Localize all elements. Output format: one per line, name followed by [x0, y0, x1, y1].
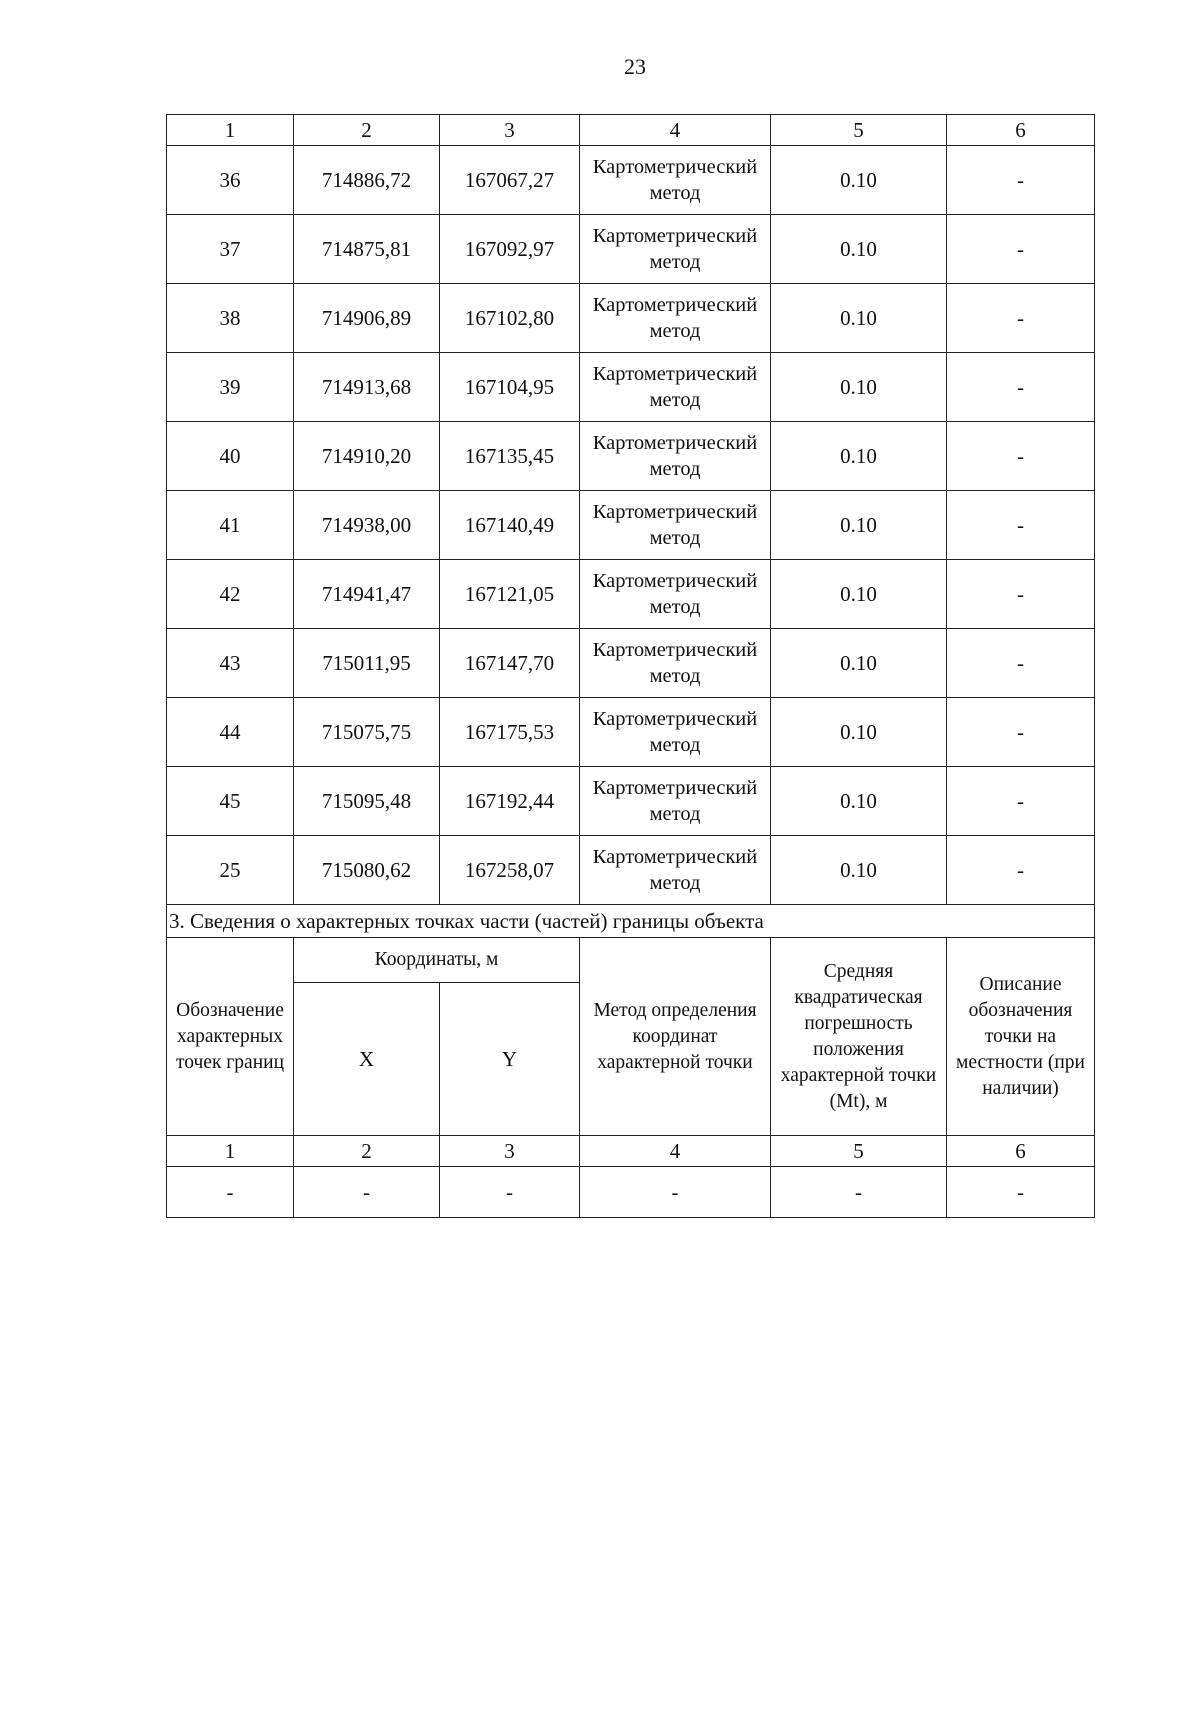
column-number: 2 — [294, 115, 440, 146]
cell-description: - — [947, 560, 1095, 629]
column-number: 5 — [771, 1136, 947, 1167]
cell-point: 41 — [167, 491, 294, 560]
header-y: Y — [440, 983, 580, 1136]
cell-description: - — [947, 422, 1095, 491]
cell-x: 714938,00 — [294, 491, 440, 560]
cell-y: 167175,53 — [440, 698, 580, 767]
table-row — [167, 284, 1095, 353]
header-method: Метод определения координат характерной точки — [580, 938, 771, 1136]
section3-data-row — [167, 1167, 1095, 1218]
column-number-row — [167, 115, 1095, 146]
cell-method: Картометрический метод — [580, 698, 771, 767]
cell-x: 714875,81 — [294, 215, 440, 284]
cell-accuracy: - — [771, 1167, 947, 1218]
cell-point: 44 — [167, 698, 294, 767]
header-coordinates: Координаты, м — [294, 938, 580, 983]
cell-method: Картометрический метод — [580, 353, 771, 422]
column-number: 5 — [771, 115, 947, 146]
table-row — [167, 767, 1095, 836]
cell-x: - — [294, 1167, 440, 1218]
section-title: 3. Сведения о характерных точках части (частей) границы объекта — [167, 905, 1095, 938]
table-row — [167, 836, 1095, 905]
cell-method: Картометрический метод — [580, 146, 771, 215]
cell-point: 45 — [167, 767, 294, 836]
column-number: 4 — [580, 1136, 771, 1167]
column-number: 6 — [947, 1136, 1095, 1167]
cell-y: - — [440, 1167, 580, 1218]
cell-y: 167135,45 — [440, 422, 580, 491]
table-row — [167, 353, 1095, 422]
cell-y: 167102,80 — [440, 284, 580, 353]
table-row — [167, 629, 1095, 698]
cell-method: Картометрический метод — [580, 629, 771, 698]
cell-description: - — [947, 284, 1095, 353]
section-title-row — [167, 905, 1095, 938]
cell-description: - — [947, 146, 1095, 215]
cell-accuracy: 0.10 — [771, 353, 947, 422]
cell-y: 167147,70 — [440, 629, 580, 698]
cell-description: - — [947, 698, 1095, 767]
cell-accuracy: 0.10 — [771, 146, 947, 215]
cell-accuracy: 0.10 — [771, 284, 947, 353]
cell-point: - — [167, 1167, 294, 1218]
header-accuracy: Средняя квадратическая погрешность положения характерной точки (Mt), м — [771, 938, 947, 1136]
cell-y: 167067,27 — [440, 146, 580, 215]
page-number: 23 — [624, 54, 646, 79]
cell-point: 43 — [167, 629, 294, 698]
cell-x: 715080,62 — [294, 836, 440, 905]
header-x: X — [294, 983, 440, 1136]
cell-method: Картометрический метод — [580, 284, 771, 353]
table-row — [167, 491, 1095, 560]
column-number: 1 — [167, 1136, 294, 1167]
cell-point: 40 — [167, 422, 294, 491]
cell-accuracy: 0.10 — [771, 422, 947, 491]
cell-x: 714913,68 — [294, 353, 440, 422]
cell-accuracy: 0.10 — [771, 767, 947, 836]
section3-header-row — [167, 938, 1095, 983]
header-designation: Обозначение характерных точек границ — [167, 938, 294, 1136]
boundary-points-table — [166, 114, 1095, 1218]
cell-x: 714886,72 — [294, 146, 440, 215]
table-row — [167, 422, 1095, 491]
cell-accuracy: 0.10 — [771, 836, 947, 905]
cell-description: - — [947, 1167, 1095, 1218]
cell-description: - — [947, 353, 1095, 422]
table-row — [167, 146, 1095, 215]
cell-method: Картометрический метод — [580, 491, 771, 560]
cell-x: 714910,20 — [294, 422, 440, 491]
cell-x: 715075,75 — [294, 698, 440, 767]
cell-y: 167192,44 — [440, 767, 580, 836]
cell-method: Картометрический метод — [580, 215, 771, 284]
cell-description: - — [947, 491, 1095, 560]
cell-point: 36 — [167, 146, 294, 215]
cell-point: 25 — [167, 836, 294, 905]
table-row — [167, 698, 1095, 767]
cell-point: 37 — [167, 215, 294, 284]
cell-y: 167121,05 — [440, 560, 580, 629]
cell-x: 715095,48 — [294, 767, 440, 836]
cell-method: - — [580, 1167, 771, 1218]
cell-method: Картометрический метод — [580, 560, 771, 629]
cell-description: - — [947, 629, 1095, 698]
column-number: 1 — [167, 115, 294, 146]
cell-x: 714941,47 — [294, 560, 440, 629]
cell-description: - — [947, 215, 1095, 284]
table-row — [167, 560, 1095, 629]
cell-y: 167140,49 — [440, 491, 580, 560]
cell-accuracy: 0.10 — [771, 215, 947, 284]
cell-x: 715011,95 — [294, 629, 440, 698]
cell-description: - — [947, 836, 1095, 905]
cell-point: 42 — [167, 560, 294, 629]
cell-y: 167258,07 — [440, 836, 580, 905]
cell-x: 714906,89 — [294, 284, 440, 353]
cell-method: Картометрический метод — [580, 836, 771, 905]
cell-description: - — [947, 767, 1095, 836]
cell-accuracy: 0.10 — [771, 491, 947, 560]
column-number: 2 — [294, 1136, 440, 1167]
cell-accuracy: 0.10 — [771, 629, 947, 698]
column-number: 3 — [440, 1136, 580, 1167]
column-number: 3 — [440, 115, 580, 146]
cell-point: 38 — [167, 284, 294, 353]
column-number: 4 — [580, 115, 771, 146]
table-row — [167, 215, 1095, 284]
section3-column-number-row — [167, 1136, 1095, 1167]
cell-method: Картометрический метод — [580, 767, 771, 836]
cell-y: 167104,95 — [440, 353, 580, 422]
cell-method: Картометрический метод — [580, 422, 771, 491]
cell-accuracy: 0.10 — [771, 560, 947, 629]
header-description: Описание обозначения точки на местности (при наличии) — [947, 938, 1095, 1136]
column-number: 6 — [947, 115, 1095, 146]
cell-point: 39 — [167, 353, 294, 422]
cell-y: 167092,97 — [440, 215, 580, 284]
cell-accuracy: 0.10 — [771, 698, 947, 767]
